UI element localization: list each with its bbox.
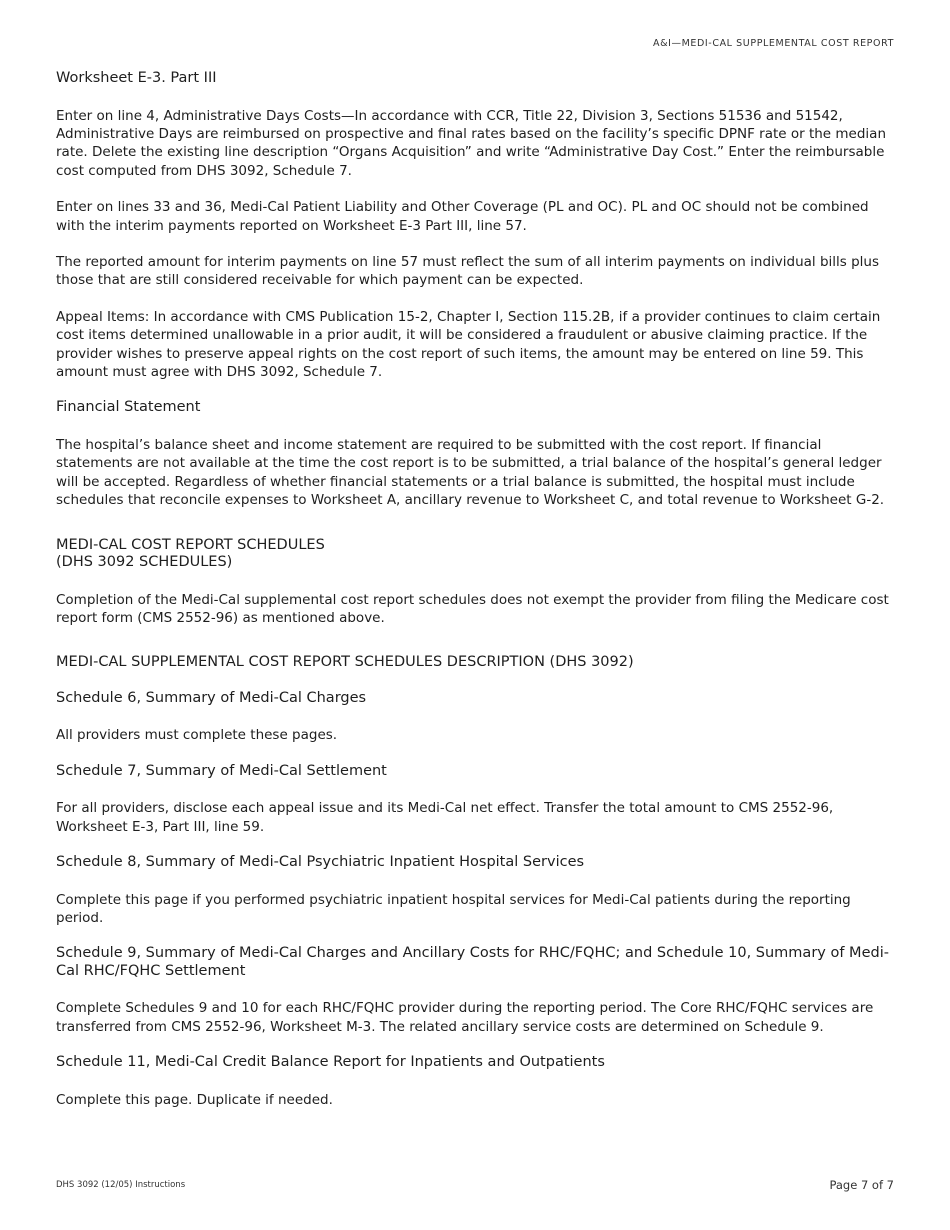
financial-paragraph: The hospital’s balance sheet and income statement are required to be submitted with the cost report. If financial statements are not available at the time the cost report is to be submitted, a trial balance of the hospital’s general ledger will be accepted. Regardless of whether financial statements or a trial balance is submitted, the hospital must include schedules that reconcile expenses to Worksheet A, ancillary revenue to Worksheet C, and total revenue to Worksheet G-2.: [56, 436, 885, 509]
financial-heading: Financial Statement: [56, 399, 201, 416]
schedule-9-paragraph: Complete Schedules 9 and 10 for each RHC/FQHC provider during the reporting period. The Core RHC/FQHC services are transferred from CMS 2552-96, Worksheet M-3. The related ancillary service costs are determined on Schedule 9.: [56, 1000, 874, 1035]
schedule-7-heading: Schedule 7, Summary of Medi-Cal Settlement: [56, 762, 387, 779]
schedules-paragraph: Completion of the Medi-Cal supplemental cost report schedules does not exempt the provider from filing the Medicare cost report form (CMS 2552-96) as mentioned above.: [56, 591, 889, 626]
schedule-8-paragraph: Complete this page if you performed psychiatric inpatient hospital services for Medi-Cal patients during the reporting period.: [56, 891, 851, 926]
description-heading: MEDI-CAL SUPPLEMENTAL COST REPORT SCHEDULES DESCRIPTION (DHS 3092): [56, 654, 634, 671]
schedule-11-heading: Schedule 11, Medi-Cal Credit Balance Report for Inpatients and Outpatients: [56, 1054, 605, 1071]
schedule-7-paragraph: For all providers, disclose each appeal issue and its Medi-Cal net effect. Transfer the total amount to CMS 2552-96, Worksheet E-3, Part III, line 59.: [56, 800, 834, 835]
running-header: A&I—MEDI-CAL SUPPLEMENTAL COST REPORT: [652, 38, 894, 49]
worksheet-heading: Worksheet E-3. Part III: [56, 70, 217, 86]
worksheet-paragraph-2: Enter on lines 33 and 36, Medi-Cal Patient Liability and Other Coverage (PL and OC). PL and OC should not be combined with the interim payments reported on Worksheet E-3 Part III, line 57.: [56, 199, 869, 234]
schedules-heading-line2: (DHS 3092 SCHEDULES): [56, 554, 233, 570]
schedules-heading-line1: MEDI-CAL COST REPORT SCHEDULES: [56, 536, 325, 553]
page-content: [56, 70, 896, 1109]
schedule-8-heading: Schedule 8, Summary of Medi-Cal Psychiatric Inpatient Hospital Services: [56, 854, 585, 871]
worksheet-paragraph-4: Appeal Items: In accordance with CMS Publication 15-2, Chapter I, Section 115.2B, if a provider continues to claim certain cost items determined unallowable in a prior audit, it will be considered a fraudulent or abusive claiming practice. If the provider wishes to preserve appeal rights on the cost report of such items, the amount may be entered on line 59. This amount must agree with DHS 3092, Schedule 7.: [56, 308, 881, 380]
worksheet-paragraph-1: Enter on line 4, Administrative Days Costs—In accordance with CCR, Title 22, Division 3, Sections 51536 and 51542, Administrative Days are reimbursed on prospective and final rates based on the facility’s specific DPNF rate or the median rate. Delete the existing line description “Organs Acquisition” and write “Administrative Day Cost.” Enter the reimbursable cost computed from DHS 3092, Schedule 7.: [56, 107, 887, 179]
schedule-6-heading: Schedule 6, Summary of Medi-Cal Charges: [56, 689, 367, 706]
form-identifier: DHS 3092 (12/05) Instructions: [56, 1180, 186, 1190]
schedule-6-paragraph: All providers must complete these pages.: [56, 727, 338, 744]
page-number: Page 7 of 7: [829, 1178, 894, 1192]
schedule-11-paragraph: Complete this page. Duplicate if needed.: [56, 1091, 333, 1108]
worksheet-paragraph-3: The reported amount for interim payments on line 57 must reflect the sum of all interim payments on individual bills plus those that are still considered receivable for which payment can be expected.: [56, 253, 879, 289]
schedule-9-heading: Schedule 9, Summary of Medi-Cal Charges and Ancillary Costs for RHC/FQHC; and Schedule 10, Summary of Medi-Cal RHC/FQHC Settlement: [56, 945, 889, 979]
